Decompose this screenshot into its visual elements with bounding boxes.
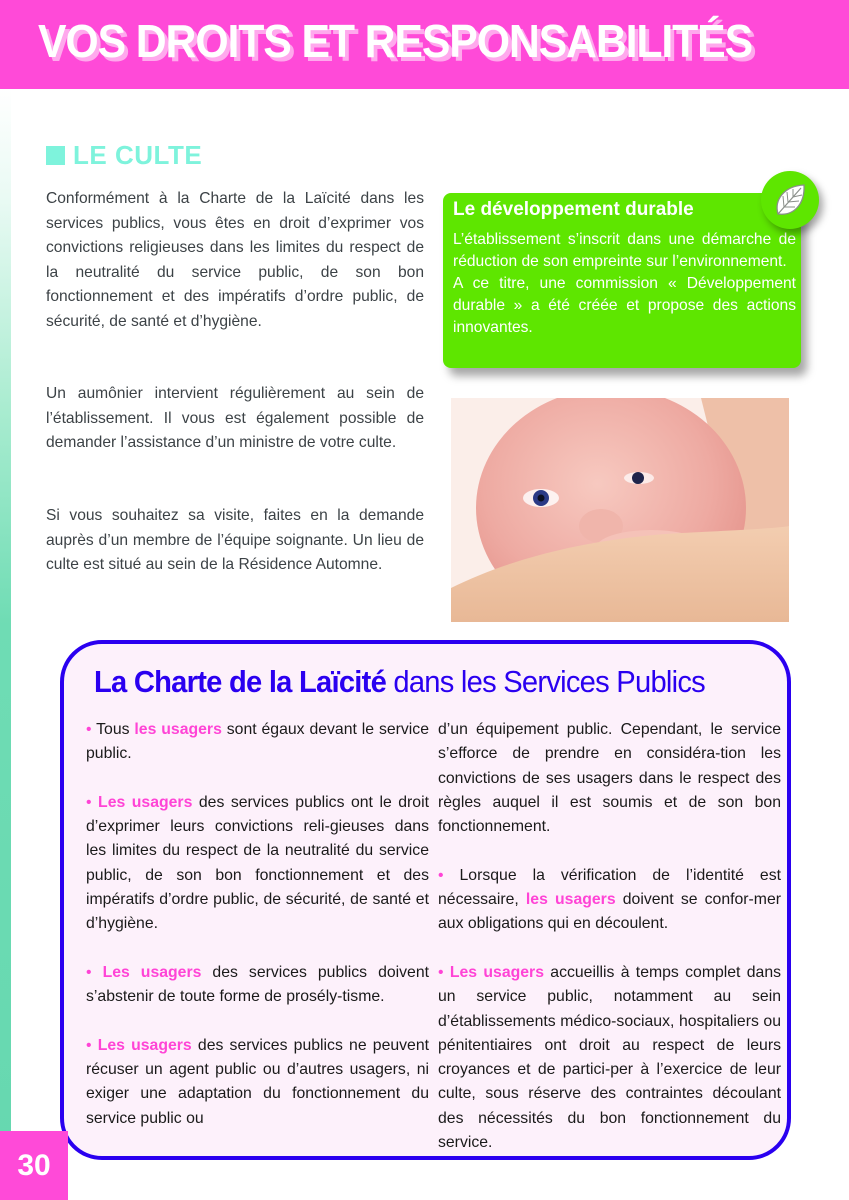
sustainability-text-1: L’établissement s’inscrit dans une démarche de réduction de son empreinte sur l’environnement.: [453, 231, 796, 270]
leaf-badge: [761, 171, 819, 229]
charter-title-bold: La Charte de la Laïcité: [94, 664, 387, 699]
charter-column-right: [438, 718, 781, 1180]
highlight-text: les usagers: [525, 891, 616, 909]
charter-item: [438, 961, 781, 1155]
side-stripe: [0, 89, 11, 1159]
charter-title: [94, 664, 705, 700]
highlight-text: les usagers: [134, 721, 222, 738]
highlight-text: Les usagers: [97, 1036, 192, 1054]
charter-item: [438, 864, 781, 937]
item-text: Tous: [91, 721, 135, 738]
charter-item: [86, 791, 429, 937]
bullet-icon: •: [86, 793, 92, 811]
paragraph-chaplain: Un aumônier intervient régulièrement au sein de l’établissement. Il vous est également possible de demander l’assistance d’un ministre de votre culte.: [46, 385, 424, 451]
paragraph-visit-request: Si vous souhaitez sa visite, faites en la demande auprès d’un membre de l’équipe soignante. Un lieu de culte est situé au sein de la Résidence Automne.: [46, 507, 424, 573]
bullet-icon: •: [438, 963, 444, 981]
item-text: accueillis à temps complet dans un service public, notamment au sein d’établissements médico-sociaux, hospitaliers ou pénitentiaires ont droit au respect de leurs croyances et de partici-per à l’exercice de leur culte, sous réserve des contraintes découlant des nécessités du bon fonctionnement du service.: [438, 963, 782, 1152]
bullet-icon: •: [86, 963, 92, 981]
highlight-text: Les usagers: [449, 963, 544, 981]
baby-photo-illustration: [451, 398, 789, 622]
charter-item: [86, 1034, 429, 1131]
sustainability-text: [453, 229, 796, 339]
bullet-icon: •: [438, 866, 444, 884]
page-title: VOS DROITS ET RESPONSABILITÉS: [38, 15, 753, 67]
section-heading: [46, 140, 202, 171]
item-text: des services publics ne peuvent récuser un agent public ou d’autres usagers, ni exiger une adaptation du fonctionnement du service public ou: [86, 1036, 429, 1127]
highlight-text: Les usagers: [102, 963, 202, 981]
charter-item: [86, 961, 429, 1010]
leaf-icon: [770, 180, 810, 220]
bullet-icon: •: [86, 721, 92, 738]
sustainability-box: [443, 193, 801, 368]
sustainability-title: Le développement durable: [453, 199, 694, 220]
item-text: [92, 964, 103, 981]
item-text: Lorsque la vérification de l’identité est nécessaire,: [438, 866, 781, 909]
paragraph-charter-rights: Conformément à la Charte de la Laïcité dans les services publics, vous êtes en droit d’exprimer vos convictions religieuses dans les limites du respect de la neutralité du service public, de son bon fonctionnement et des impératifs d’ordre public, de sécurité, de santé et d’hygiène.: [46, 190, 424, 330]
bullet-icon: •: [86, 1036, 92, 1054]
item-text: sont égaux devant le service public.: [86, 721, 429, 763]
page-header: [0, 0, 849, 89]
page-number: 30: [0, 1131, 68, 1200]
charter-column-left: [86, 718, 429, 1155]
item-text: des services publics ont le droit d’exprimer leurs convictions reli-gieuses dans les limites du respect de la neutralité du service public, de son bon fonctionnement et des impératifs d’ordre public, de sécurité, de santé et d’hygiène.: [86, 793, 429, 933]
sustainability-text-2: A ce titre, une commission « Développement durable » a été créée et propose des actions innovantes.: [453, 275, 796, 336]
charter-title-rest: dans les Services Publics: [386, 664, 705, 699]
baby-photo: [451, 398, 789, 622]
highlight-text: Les usagers: [98, 793, 193, 811]
square-bullet-icon: [46, 146, 65, 165]
charter-item: [86, 718, 429, 767]
section-title: LE CULTE: [73, 140, 203, 170]
charter-box: [60, 640, 791, 1160]
item-text: doivent se confor-mer aux obligations qui en découlent.: [438, 891, 781, 933]
charter-item-continuation: d’un équipement public. Cependant, le service s’efforce de prendre en considéra-tion les convictions de ses usagers dans le respect des règles auquel il est soumis et de son bon fonctionnement.: [438, 721, 781, 836]
item-text: des services publics doivent s’abstenir de toute forme de prosély-tisme.: [86, 963, 430, 1006]
